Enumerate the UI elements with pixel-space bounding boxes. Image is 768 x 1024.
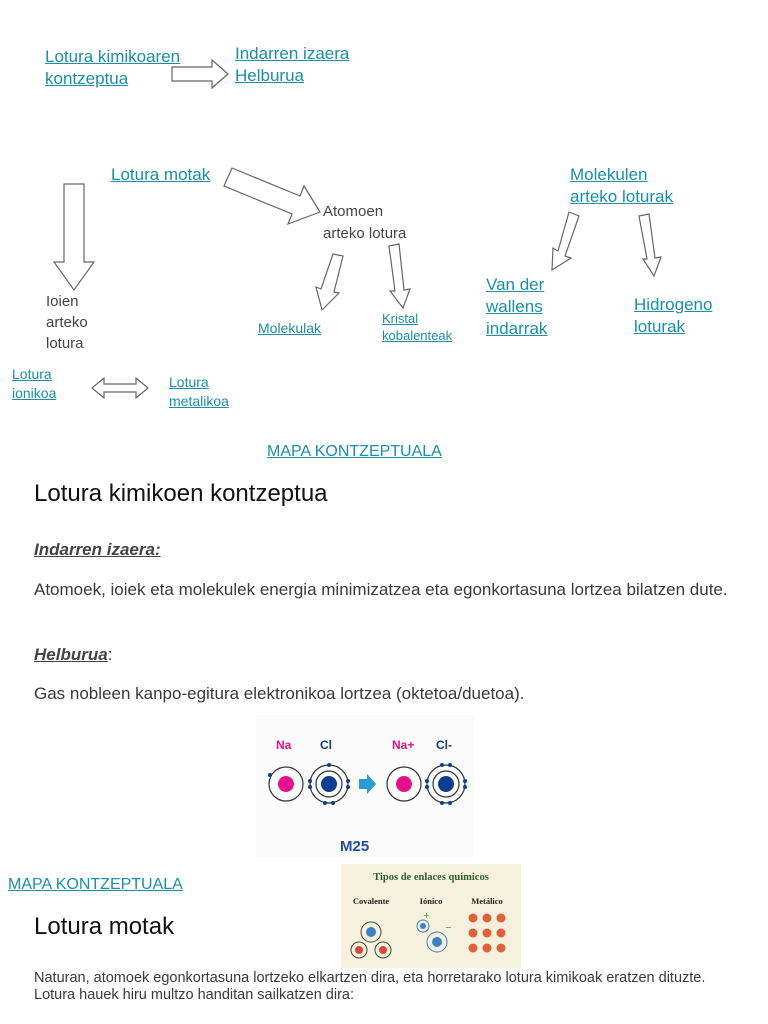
map-node-atoms: Atomoen arteko lotura xyxy=(323,203,407,242)
arrow-down-right-icon xyxy=(639,214,661,276)
ionic-label: Iónico xyxy=(419,896,443,906)
section-title-bond-types: Lotura motak xyxy=(34,913,175,940)
bond-types-diagram xyxy=(341,864,521,968)
nature-text: Atomoek, ioiek eta molekulek energia minimizatzea eta egonkortasuna lortzea bilatzen dute. xyxy=(34,580,728,599)
nature-heading: Indarren izaera: xyxy=(34,540,161,559)
goal-label: Helburua xyxy=(34,645,108,664)
map-node-nature-goal[interactable]: Indarren izaera Helburua xyxy=(235,44,350,85)
na-label: Na xyxy=(276,738,292,752)
cl-label: Cl xyxy=(320,738,332,752)
map-node-covalent-crystal[interactable]: Kristal kobalenteak xyxy=(382,311,453,343)
m25-logo: M25 xyxy=(340,838,370,855)
concept-map-link-2[interactable]: MAPA KONTZEPTUALA xyxy=(8,876,183,893)
na-ion-nucleus xyxy=(396,776,412,792)
arrow-right-icon xyxy=(172,60,228,88)
double-arrow-icon xyxy=(92,378,148,398)
bond-types-title: Tipos de enlaces químicos xyxy=(373,872,489,883)
ionic-bond-illustration xyxy=(256,715,474,857)
cl-ion-nucleus xyxy=(438,776,454,792)
concept-map-link[interactable]: MAPA KONTZEPTUALA xyxy=(267,443,442,460)
map-node-molecular[interactable]: Molekulak xyxy=(258,320,322,336)
page-title: Lotura kimikoen kontzeptua xyxy=(34,480,328,507)
bond-types-image xyxy=(341,864,521,968)
metallic-label: Metálico xyxy=(471,896,503,906)
cl-minus-label: Cl- xyxy=(436,738,452,752)
map-node-ionic[interactable]: Lotura ionikoa xyxy=(12,366,57,401)
covalent-label: Covalente xyxy=(352,896,390,906)
goal-text: Gas nobleen kanpo-egitura elektronikoa lortzea (oktetoa/duetoa). xyxy=(34,684,525,703)
bond-types-intro-text: Naturan, atomoek egonkortasuna lortzeko elkartzen dira, eta horretarako lotura kimikoak eratzen dituzte. Lotura hauek hiru multzo handitan sailkatzen dira: xyxy=(34,970,706,1003)
arrow-down-right-icon xyxy=(389,244,410,308)
map-node-ions: Ioien arteko lotura xyxy=(46,293,88,352)
arrow-down-left-icon xyxy=(316,254,343,310)
map-node-van-der-waals[interactable]: Van der wallens indarrak xyxy=(486,275,548,338)
goal-heading xyxy=(34,645,112,665)
arrow-down-left-icon xyxy=(552,212,579,270)
arrow-down-icon xyxy=(54,184,94,290)
na-plus-label: Na+ xyxy=(392,738,415,752)
goal-colon: : xyxy=(107,645,113,664)
cl-nucleus xyxy=(321,776,337,792)
na-nucleus xyxy=(278,776,294,792)
right-arrow-icon xyxy=(359,774,376,794)
svg-text:−: − xyxy=(445,923,452,932)
map-node-hydrogen[interactable]: Hidrogeno loturak xyxy=(634,295,713,336)
map-node-intermolecular[interactable]: Molekulen arteko loturak xyxy=(570,165,673,206)
map-node-metallic[interactable]: Lotura metalikoa xyxy=(169,374,229,409)
map-node-concept[interactable]: Lotura kimikoaren kontzeptua xyxy=(45,47,181,88)
arrow-diagonal-icon xyxy=(224,168,320,224)
ionic-bond-diagram xyxy=(256,715,474,857)
map-node-bond-types[interactable]: Lotura motak xyxy=(111,165,211,184)
svg-text:+: + xyxy=(423,911,430,920)
